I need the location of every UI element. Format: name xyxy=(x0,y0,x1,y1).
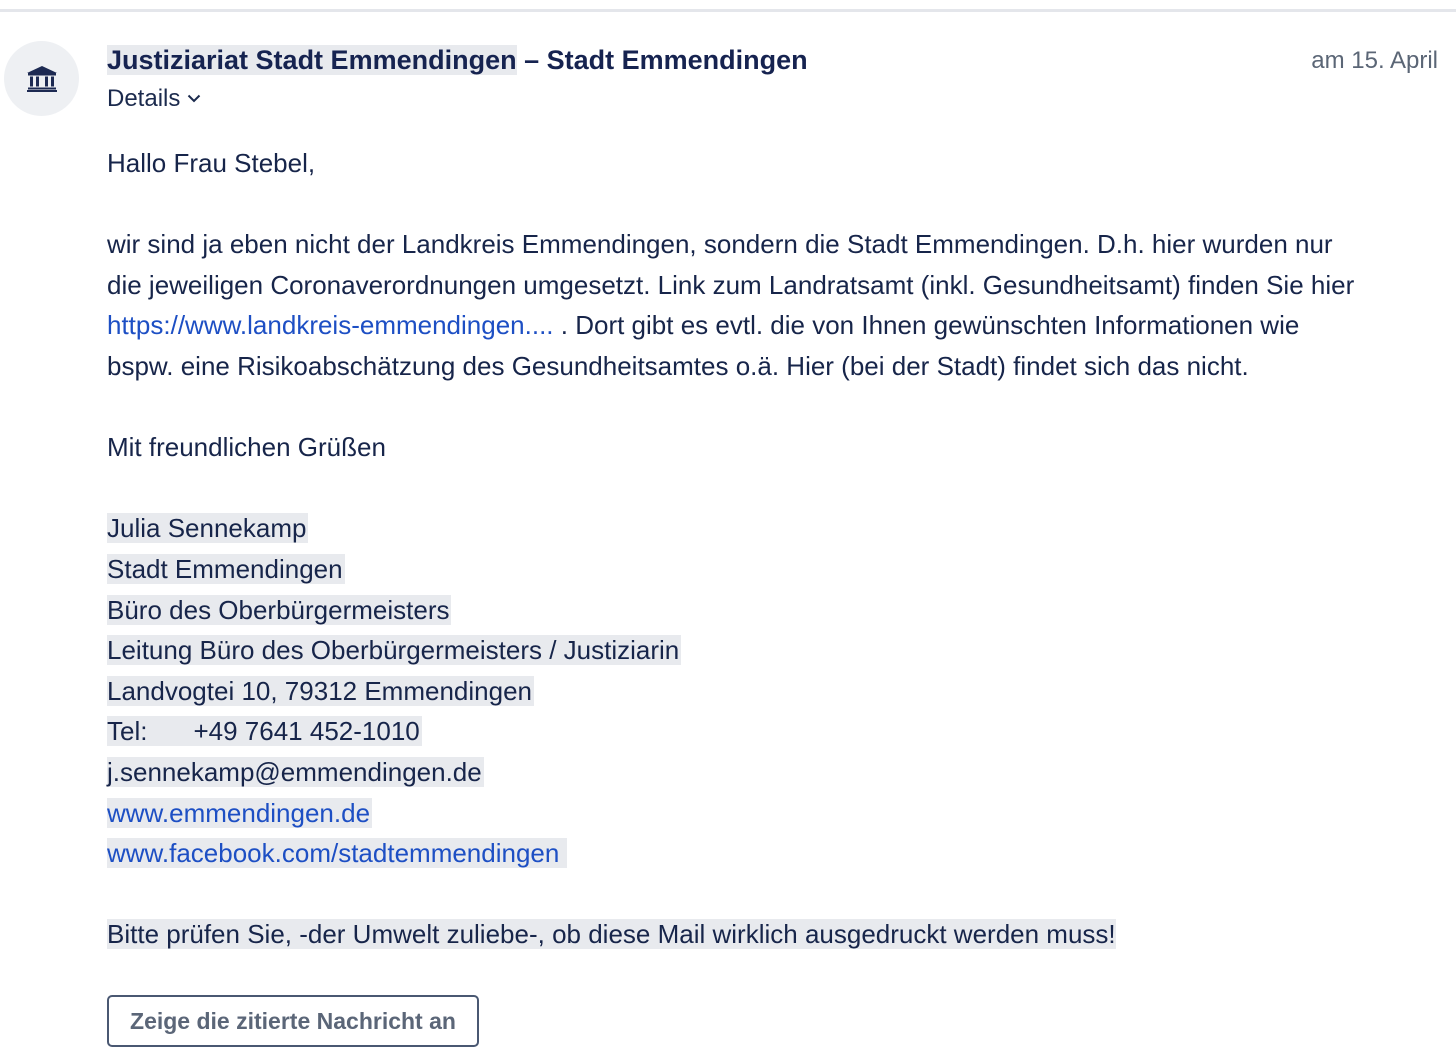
paragraph-text-after-link: . Dort gibt es evtl. die von Ihnen gewünschten Informationen wie bspw. eine Risikoabschätzung des Gesundheitsamtes o.ä. Hier (bei der Stadt) findet sich das nicht. xyxy=(107,310,1300,381)
signature-role: Leitung Büro des Oberbürgermeisters / Justiziarin xyxy=(107,635,680,666)
sender-avatar xyxy=(4,41,79,116)
chevron-down-icon xyxy=(187,94,201,103)
signature-name: Julia Sennekamp xyxy=(107,513,307,544)
closing: Mit freundlichen Grüßen xyxy=(107,432,386,463)
signature-facebook-link[interactable]: www.facebook.com/stadtemmendingen xyxy=(107,838,567,868)
bank-building-icon xyxy=(27,66,57,92)
show-quoted-message-button[interactable]: Zeige die zitierte Nachricht an xyxy=(107,995,479,1047)
signature-office: Büro des Oberbürgermeisters xyxy=(107,594,450,625)
landratsamt-link[interactable]: https://www.landkreis-emmendingen.... xyxy=(107,310,554,341)
signature-block xyxy=(107,508,1357,873)
signature-address: Landvogtei 10, 79312 Emmendingen xyxy=(107,675,532,706)
signature-city: Stadt Emmendingen xyxy=(107,553,343,584)
main-paragraph xyxy=(107,224,1357,386)
signature-website-link[interactable]: www.emmendingen.de xyxy=(107,797,371,828)
message-date: am 15. April xyxy=(1311,47,1438,74)
signature-phone xyxy=(107,716,422,746)
sender-name[interactable] xyxy=(107,42,808,78)
sender-city: Stadt Emmendingen xyxy=(546,45,808,75)
signature-phone-value: +49 7641 452-1010 xyxy=(193,716,420,747)
paragraph-text-before-link: wir sind ja eben nicht der Landkreis Emmendingen, sondern die Stadt Emmendingen. D.h. hier wurden nur die jeweiligen Coronaverordnungen umgesetzt. Link zum Landratsamt (inkl. Gesundheitsamt) finden Sie hier xyxy=(107,229,1355,300)
signature-email: j.sennekamp@emmendingen.de xyxy=(107,756,482,787)
sender-org: Justiziariat Stadt Emmendingen xyxy=(107,45,517,75)
message-body xyxy=(107,143,1357,955)
details-label: Details xyxy=(107,85,181,112)
greeting: Hallo Frau Stebel, xyxy=(107,148,316,178)
environment-note: Bitte prüfen Sie, -der Umwelt zuliebe-, ob diese Mail wirklich ausgedruckt werden muss! xyxy=(107,919,1116,950)
details-toggle[interactable] xyxy=(107,84,201,114)
top-divider xyxy=(0,9,1456,12)
signature-phone-label: Tel: xyxy=(107,716,148,747)
sender-separator: – xyxy=(516,45,547,75)
